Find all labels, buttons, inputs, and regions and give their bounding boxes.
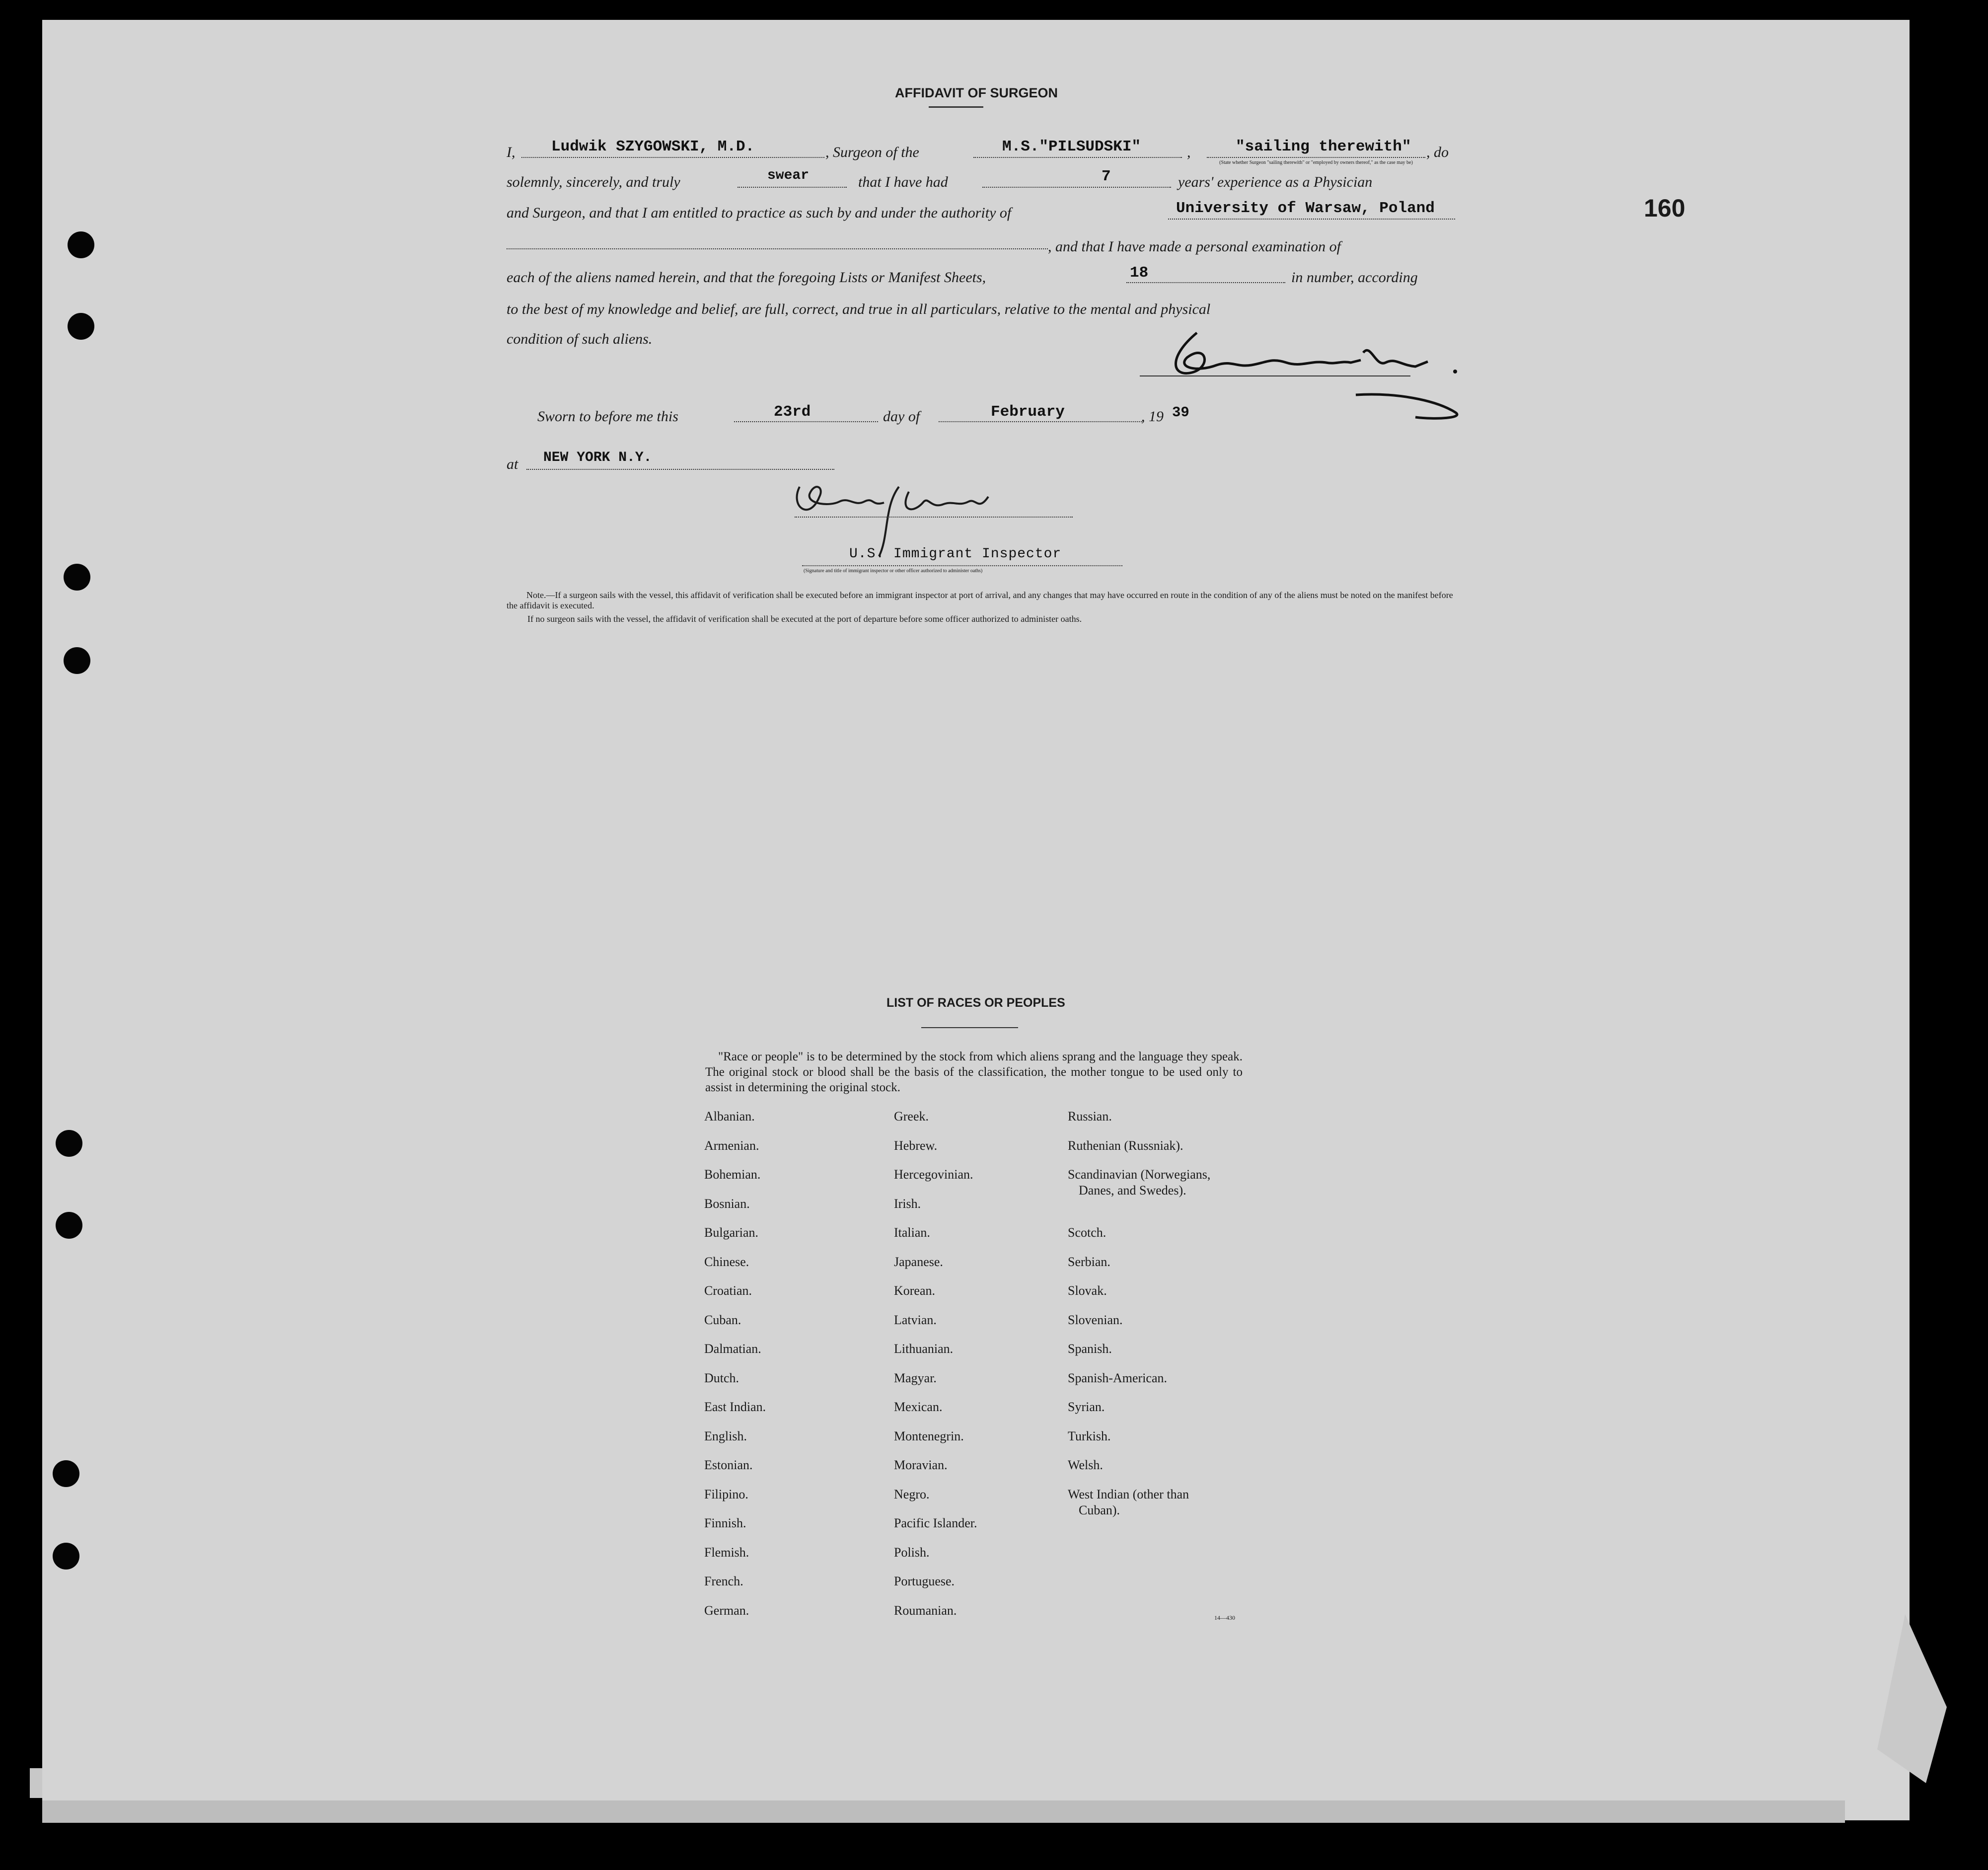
years-label: years' experience as a Physician (1178, 174, 1373, 190)
inspector-signature-line (795, 517, 1073, 518)
document-sheet (42, 20, 1910, 1820)
race-item: Roumanian. (894, 1603, 957, 1618)
page-number: 160 (1644, 194, 1686, 222)
race-item: Dutch. (704, 1370, 739, 1385)
surgeon-name: Ludwik SZYGOWSKI, M.D. (551, 138, 755, 155)
authority-value: University of Warsaw, Poland (1176, 200, 1435, 217)
race-item: Portuguese. (894, 1574, 955, 1588)
race-item: Dalmatian. (704, 1342, 761, 1356)
race-item: Serbian. (1068, 1254, 1110, 1269)
surgeon-signature (1137, 313, 1505, 427)
race-item: Russian. (1068, 1109, 1112, 1123)
race-item: French. (704, 1574, 743, 1588)
race-item: Flemish. (704, 1545, 749, 1560)
sworn-day-line (734, 421, 878, 422)
race-item: Albanian. (704, 1109, 755, 1123)
year-prefix: , 19 (1141, 408, 1164, 425)
sailing-status-hint: (State whether Surgeon "sailing therewith" or "employed by owners thereof," as the case may be) (1219, 160, 1413, 165)
year-suffix: 39 (1172, 404, 1189, 421)
have-had-label: that I have had (858, 174, 948, 190)
race-item: Scotch. (1068, 1225, 1106, 1240)
race-item: Estonian. (704, 1458, 753, 1472)
race-item: Turkish. (1068, 1428, 1111, 1443)
and-surgeon-label: and Surgeon, and that I am entitled to practice as such by and under the authority of (507, 205, 1012, 221)
race-item: Spanish-American. (1068, 1370, 1168, 1385)
race-item: Ruthenian (Russniak). (1068, 1138, 1183, 1153)
race-item: Lithuanian. (894, 1342, 954, 1356)
race-item: Magyar. (894, 1370, 937, 1385)
sworn-day: 23rd (774, 403, 811, 421)
race-item: Pacific Islander. (894, 1516, 977, 1530)
paper-edge-lower (42, 1800, 1845, 1823)
authority-line (1168, 219, 1455, 220)
race-item: Filipino. (704, 1487, 748, 1501)
punch-hole (53, 1543, 79, 1570)
race-item: Bosnian. (704, 1196, 750, 1211)
affidavit-title: AFFIDAVIT OF SURGEON (895, 85, 1058, 100)
race-item: Moravian. (894, 1458, 948, 1472)
sworn-month: February (991, 403, 1065, 421)
race-item: German. (704, 1603, 749, 1618)
races-title-underline (921, 1027, 1018, 1028)
race-item: Hercegovinian. (894, 1167, 973, 1182)
race-item: Slovenian. (1068, 1312, 1123, 1327)
race-item: Irish. (894, 1196, 921, 1211)
race-item: Cuban. (704, 1312, 741, 1327)
sheets-line (1126, 282, 1285, 283)
vessel-name: M.S."PILSUDSKI" (1002, 138, 1141, 155)
surgeon-signature-line (1140, 375, 1410, 376)
i-label: I, (507, 144, 515, 160)
sworn-label: Sworn to before me this (537, 408, 678, 425)
sailing-status-line (1207, 157, 1425, 158)
race-item: Bulgarian. (704, 1225, 759, 1240)
at-label: at (507, 456, 518, 472)
race-item: Polish. (894, 1545, 930, 1560)
race-item: Greek. (894, 1109, 929, 1123)
races-title: LIST OF RACES OR PEOPLES (886, 996, 1065, 1010)
vessel-line (973, 157, 1182, 158)
race-item: Bohemian. (704, 1167, 761, 1182)
race-item: Japanese. (894, 1254, 943, 1269)
race-item: Croatian. (704, 1283, 752, 1298)
race-item: English. (704, 1428, 747, 1443)
sworn-month-line (939, 421, 1142, 422)
race-item: Spanish. (1068, 1342, 1112, 1356)
race-item: Slovak. (1068, 1283, 1107, 1298)
surgeon-name-line (521, 157, 824, 158)
punch-hole (56, 1212, 82, 1239)
race-item: Armenian. (704, 1138, 759, 1153)
race-item: Italian. (894, 1225, 930, 1240)
solemnly-label: solemnly, sincerely, and truly (507, 174, 680, 190)
punch-hole (68, 313, 94, 340)
race-item: Welsh. (1068, 1458, 1103, 1472)
title-underline (929, 106, 983, 108)
officer-title-line (802, 565, 1122, 566)
sheets-value: 18 (1130, 264, 1149, 282)
condition-label: condition of such aliens. (507, 331, 653, 347)
surgeon-of-label: , Surgeon of the (825, 144, 919, 160)
examination-label: , and that I have made a personal examination of (1048, 238, 1341, 255)
note-1: Note.—If a surgeon sails with the vessel, this affidavit of verification shall be executed before an immigrant inspector at port of arrival, and any changes that may have occurred en route in the condition of any of the aliens must be noted on the manifest before the affidavit is executed. (507, 590, 1453, 610)
sailing-status: "sailing therewith" (1236, 138, 1411, 155)
comma: , (1187, 144, 1191, 160)
punch-hole (56, 1130, 82, 1157)
race-item: Chinese. (704, 1254, 749, 1269)
oath-line (737, 187, 847, 188)
races-intro: "Race or people" is to be determined by the stock from which aliens sprang and the language they speak. The original stock or blood shall be the basis of the classification, the mother tongue to be used only to assist in determining the original stock. (705, 1050, 1243, 1094)
race-item: Mexican. (894, 1400, 943, 1414)
each-label: each of the aliens named herein, and that the foregoing Lists or Manifest Sheets, (507, 269, 986, 286)
day-of-label: day of (883, 408, 920, 425)
race-item: Cuban). (1079, 1502, 1120, 1517)
race-item: Negro. (894, 1487, 930, 1501)
race-item: East Indian. (704, 1400, 766, 1414)
race-item: Scandinavian (Norwegians, (1068, 1167, 1211, 1182)
race-item: Danes, and Swedes). (1079, 1183, 1186, 1198)
oath-type: swear (767, 168, 810, 183)
authority-continued-line (507, 248, 1048, 249)
officer-hint: (Signature and title of immigrant inspector or other officer authorized to administer oaths) (804, 568, 983, 574)
place-value: NEW YORK N.Y. (543, 450, 652, 465)
in-number-label: in number, according (1291, 269, 1418, 286)
note-2: If no surgeon sails with the vessel, the affidavit of verification shall be executed at the port of departure before some officer authorized to administer oaths. (527, 614, 1082, 624)
punch-hole (53, 1460, 79, 1487)
years-line (982, 187, 1171, 188)
years-value: 7 (1102, 168, 1111, 185)
do-label: , do (1426, 144, 1449, 160)
race-item: Korean. (894, 1283, 936, 1298)
punch-hole (68, 231, 94, 258)
race-item: Latvian. (894, 1312, 937, 1327)
form-number: 14—430 (1214, 1614, 1235, 1621)
officer-title: U.S. Immigrant Inspector (849, 546, 1062, 562)
race-item: Montenegrin. (894, 1428, 964, 1443)
race-item: Hebrew. (894, 1138, 938, 1153)
race-item: Syrian. (1068, 1400, 1105, 1414)
punch-hole (64, 564, 90, 591)
punch-hole (64, 647, 90, 674)
knowledge-label: to the best of my knowledge and belief, are full, correct, and true in all particulars, relative to the mental and physical (507, 301, 1211, 317)
race-item: Finnish. (704, 1516, 746, 1530)
race-item: West Indian (other than (1068, 1487, 1189, 1501)
